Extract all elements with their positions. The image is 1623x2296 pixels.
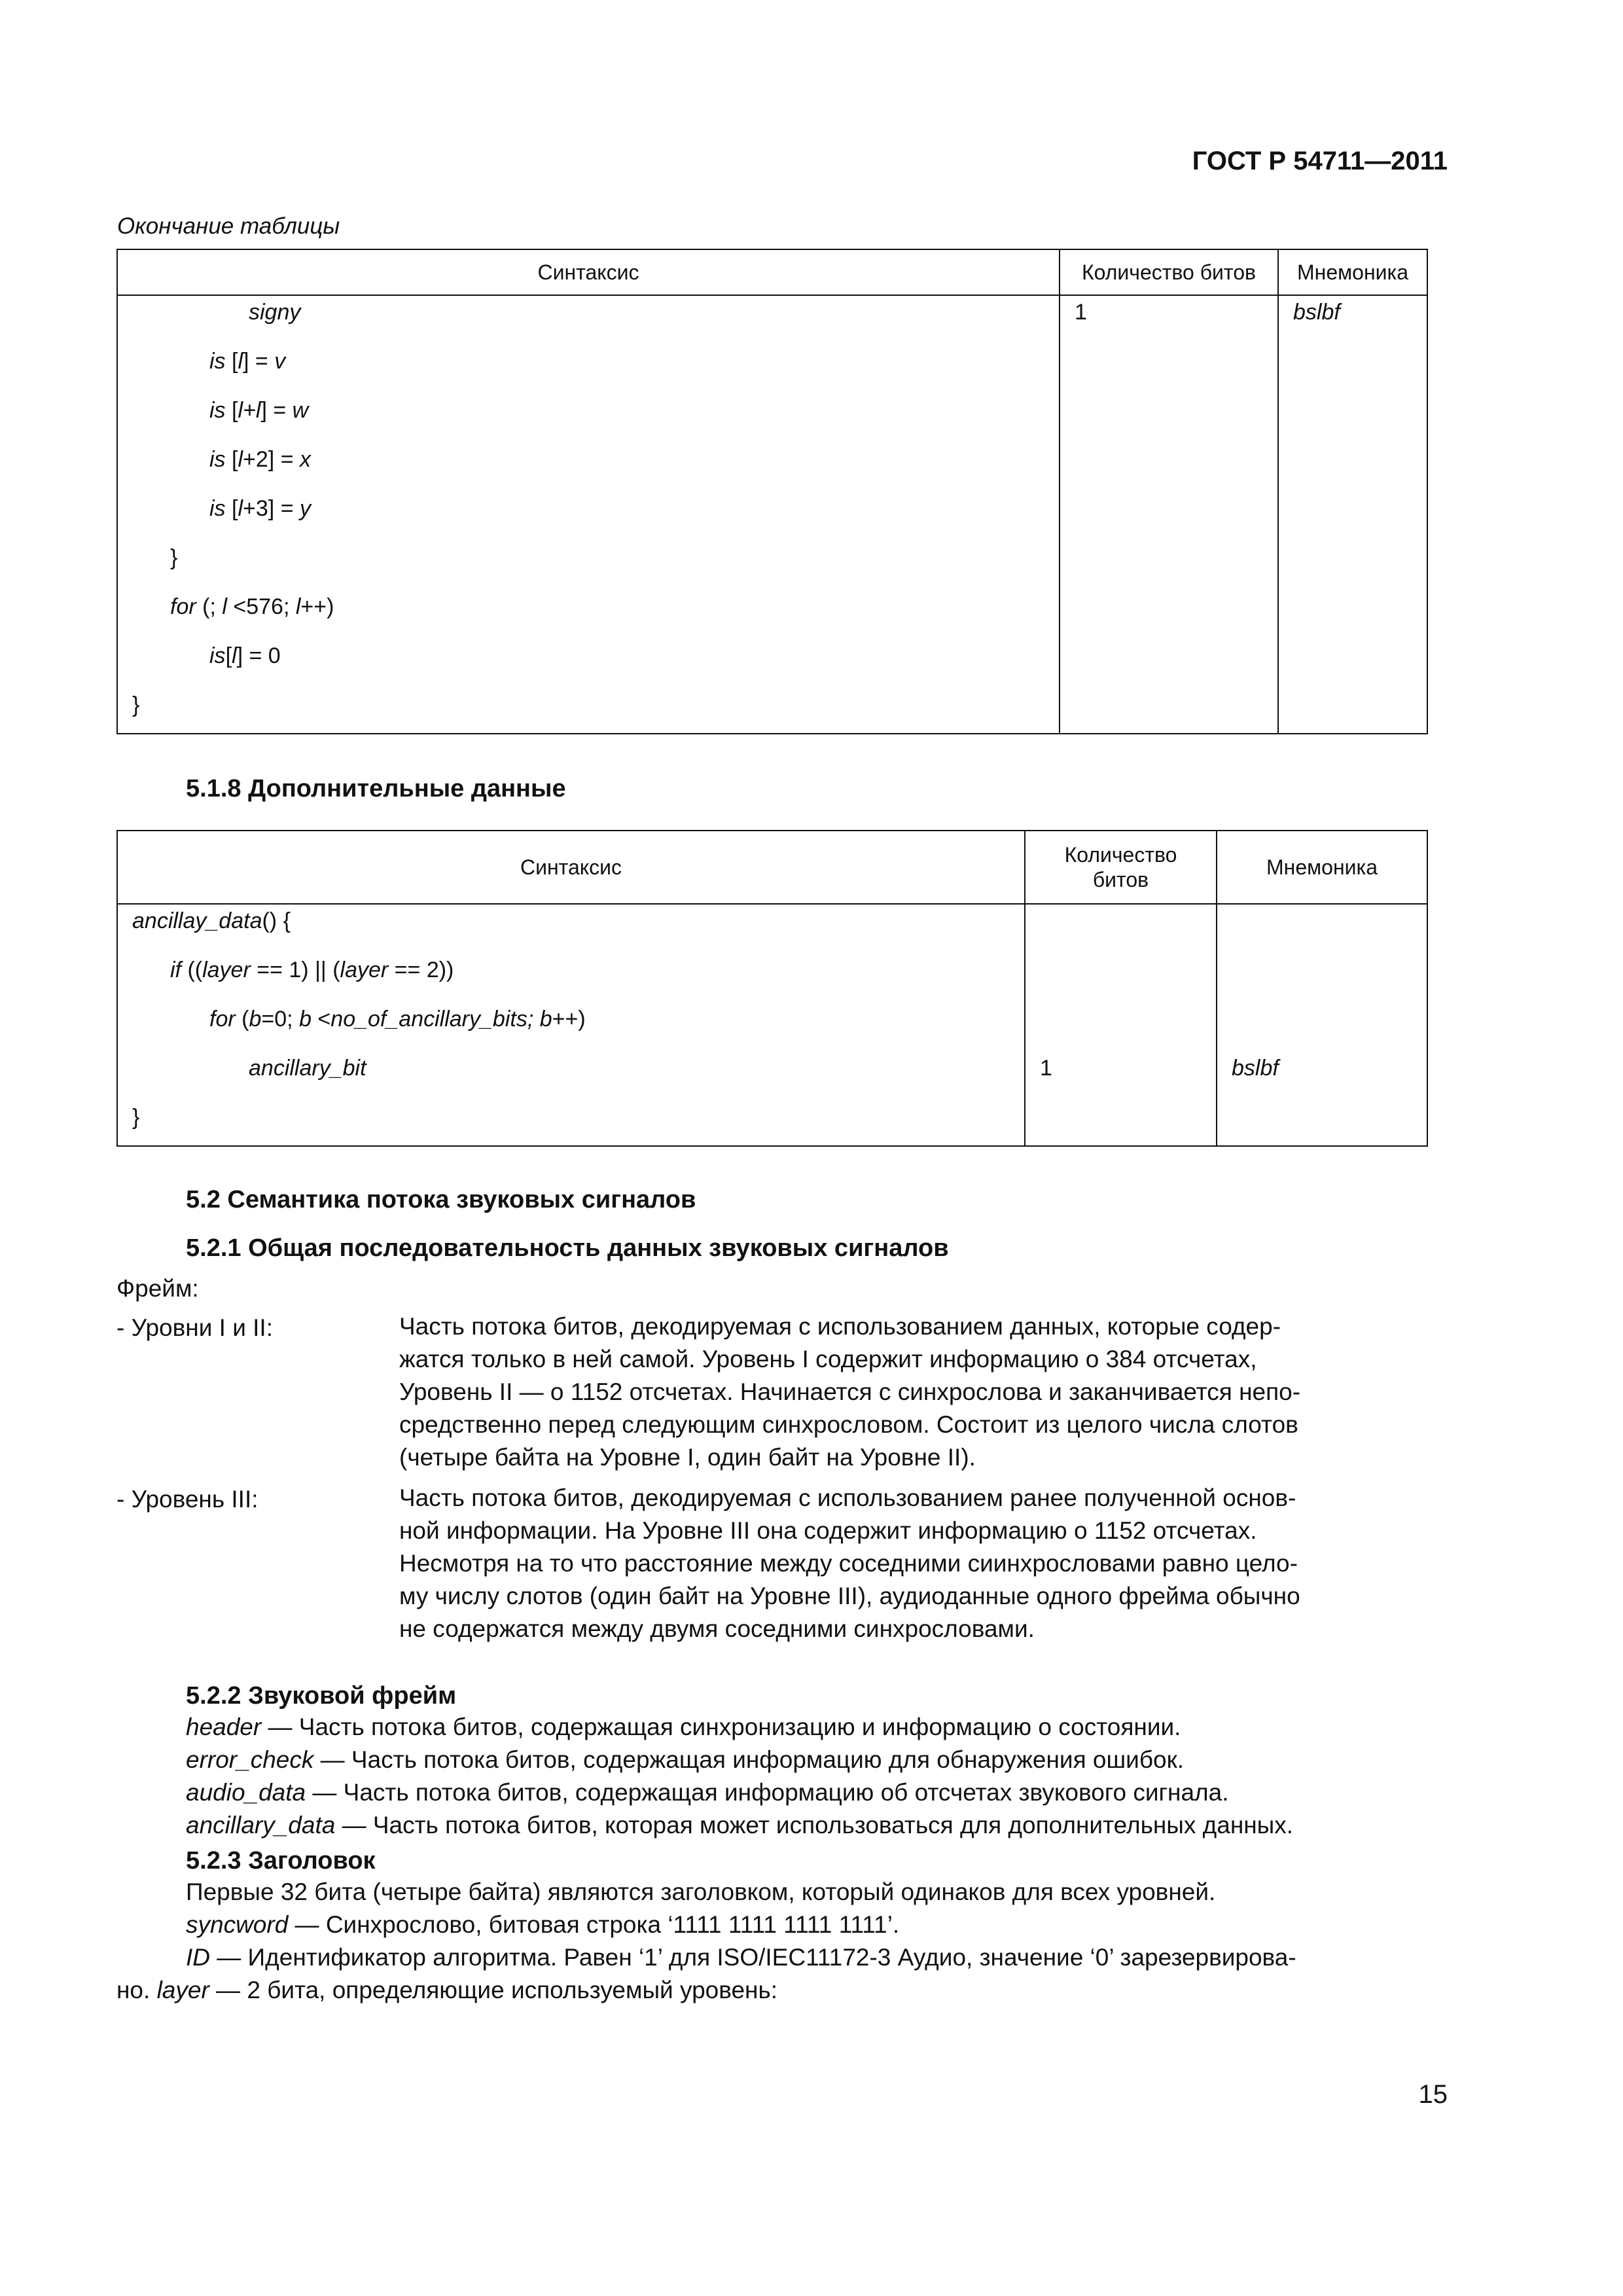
bits-cell xyxy=(1025,904,1217,1146)
column-header-bits: Количество битов xyxy=(1025,831,1217,904)
table-row: is [l+l] = w xyxy=(209,398,309,423)
bits-cell xyxy=(1060,295,1278,734)
table-row: if ((layer == 1) || (layer == 2)) xyxy=(170,958,454,982)
table-row: for (b=0; b <no_of_ancillary_bits; b++) xyxy=(209,1007,586,1031)
syncword-definition: syncword — Синхрослово, битовая строка ‘1111 1111 1111 1111’. xyxy=(186,1911,900,1938)
definition-line: ной информации. На Уровне III она содержит информацию о 1152 отсчетах. xyxy=(399,1517,1257,1544)
definition-label-levels-1-2: - Уровни I и II: xyxy=(116,1314,273,1341)
definition-line: жатся только в ней самой. Уровень I содержит информацию о 384 отсчетах, xyxy=(399,1346,1257,1372)
table-row: signy xyxy=(249,300,301,325)
document-id: ГОСТ Р 54711—2011 xyxy=(1192,147,1448,175)
section-heading-5-2: 5.2 Семантика потока звуковых сигналов xyxy=(186,1186,696,1213)
table-row: } xyxy=(132,1105,140,1130)
section-heading-5-2-1: 5.2.1 Общая последовательность данных звуковых сигналов xyxy=(186,1234,949,1262)
column-header-syntax: Синтаксис xyxy=(117,831,1025,904)
definition-label-level-3: - Уровень III: xyxy=(116,1486,259,1513)
syntax-cell xyxy=(117,904,1025,1146)
definition-line: не содержатся между двумя соседними синхрословами. xyxy=(399,1615,1035,1642)
table-row: for (; l <576; l++) xyxy=(170,594,334,619)
section-heading-5-2-2: 5.2.2 Звуковой фрейм xyxy=(186,1682,457,1710)
table-row: is [l] = v xyxy=(209,349,286,374)
column-header-mnemonic: Мнемоника xyxy=(1217,831,1427,904)
table-row: ancillay_data() { xyxy=(132,908,291,933)
table-row: is[l] = 0 xyxy=(209,643,281,668)
page-number: 15 xyxy=(1418,2080,1448,2109)
header-intro: Первые 32 бита (четыре байта) являются заголовком, который одинаков для всех уровней. xyxy=(186,1878,1216,1905)
section-heading-5-2-3: 5.2.3 Заголовок xyxy=(186,1847,376,1874)
frame-item-header: header — Часть потока битов, содержащая синхронизацию и информацию о состоянии. xyxy=(186,1713,1181,1740)
column-header-syntax: Синтаксис xyxy=(117,249,1060,295)
bits-value: 1 xyxy=(1040,1056,1052,1081)
frame-item-audio-data: audio_data — Часть потока битов, содержащая информацию об отсчетах звукового сигнала. xyxy=(186,1779,1229,1806)
syntax-table-continuation xyxy=(116,249,1428,734)
definition-line: Часть потока битов, декодируемая с использованием данных, которые содер- xyxy=(399,1313,1281,1340)
mnemonic-value: bslbf xyxy=(1232,1056,1279,1081)
mnemonic-cell xyxy=(1217,904,1427,1146)
definition-text-levels-1-2 xyxy=(399,1310,1427,1474)
mnemonic-cell xyxy=(1278,295,1427,734)
syntax-cell xyxy=(117,295,1060,734)
definition-line: Часть потока битов, декодируемая с использованием ранее полученной основ- xyxy=(399,1484,1296,1511)
column-header-mnemonic: Мнемоника xyxy=(1278,249,1427,295)
ancillary-data-syntax-table xyxy=(116,830,1428,1147)
layer-definition: но. layer — 2 бита, определяющие используемый уровень: xyxy=(116,1977,778,2003)
definition-line: (четыре байта на Уровне I, один байт на Уровне II). xyxy=(399,1444,976,1471)
column-header-bits: Количество битов xyxy=(1060,249,1278,295)
table-row: } xyxy=(132,692,140,717)
frame-label: Фрейм: xyxy=(116,1275,199,1302)
definition-line: Уровень II — о 1152 отсчетах. Начинается с синхрослова и заканчивается непо- xyxy=(399,1378,1301,1405)
table-row: ancillary_bit xyxy=(249,1056,366,1081)
definition-line: му числу слотов (один байт на Уровне III), аудиоданные одного фрейма обычно xyxy=(399,1583,1300,1609)
mnemonic-value: bslbf xyxy=(1293,300,1340,325)
table-continuation-caption: Окончание таблицы xyxy=(117,213,340,239)
definition-text-level-3 xyxy=(399,1482,1427,1645)
bits-value: 1 xyxy=(1075,300,1087,325)
frame-item-ancillary-data: ancillary_data — Часть потока битов, которая может использоваться для дополнительных данных. xyxy=(186,1812,1294,1839)
definition-line: средственно перед следующим синхрословом. Состоит из целого числа слотов xyxy=(399,1411,1298,1438)
section-heading-5-1-8: 5.1.8 Дополнительные данные xyxy=(186,775,566,802)
definition-line: Несмотря на то что расстояние между соседними сиинхрословами равно цело- xyxy=(399,1550,1298,1577)
table-row: is [l+2] = x xyxy=(209,447,311,472)
frame-item-error-check: error_check — Часть потока битов, содержащая информацию для обнаружения ошибок. xyxy=(186,1746,1185,1773)
id-definition: ID — Идентификатор алгоритма. Равен ‘1’ для ISO/IEC11172-3 Аудио, значение ‘0’ зарезервирова- xyxy=(186,1944,1296,1971)
table-row: is [l+3] = y xyxy=(209,496,311,521)
table-row: } xyxy=(170,545,178,570)
